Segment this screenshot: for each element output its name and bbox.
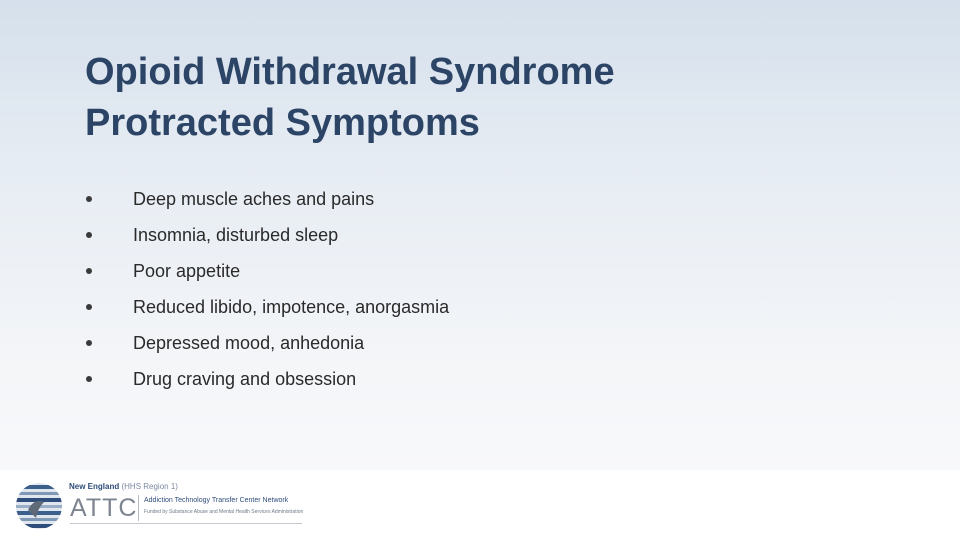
logo-region (69, 482, 178, 491)
bullet-dot-icon (86, 232, 92, 238)
bullet-text: Drug craving and obsession (133, 369, 357, 389)
logo-wordmark: ATTC (70, 494, 138, 522)
bullet-text: Poor appetite (133, 261, 241, 281)
bullet-text: Reduced libido, impotence, anorgasmia (133, 297, 450, 317)
bullet-text: Depressed mood, anhedonia (133, 333, 365, 353)
slide-title (85, 47, 615, 149)
bullet-dot-icon (86, 304, 92, 310)
globe-logo-icon (14, 480, 64, 532)
slide-title-line-2: Protracted Symptoms (85, 102, 480, 144)
logo-funded-by: Funded by Substance Abuse and Mental Health Services Administration (144, 509, 304, 515)
logo-divider (138, 495, 139, 521)
bullet-text: Deep muscle aches and pains (133, 189, 375, 209)
logo-region-sub: (HHS Region 1) (121, 482, 178, 491)
logo-region-name: New England (69, 482, 120, 491)
bullet-text: Insomnia, disturbed sleep (133, 225, 339, 245)
bullet-dot-icon (86, 196, 92, 202)
logo-network: Addiction Technology Transfer Center Network (144, 497, 289, 504)
slide-title-line-1: Opioid Withdrawal Syndrome (85, 51, 615, 93)
logo-underline (70, 523, 302, 524)
attc-logo (14, 480, 304, 535)
bullet-dot-icon (86, 376, 92, 382)
bullet-dot-icon (86, 268, 92, 274)
bullet-dot-icon (86, 340, 92, 346)
